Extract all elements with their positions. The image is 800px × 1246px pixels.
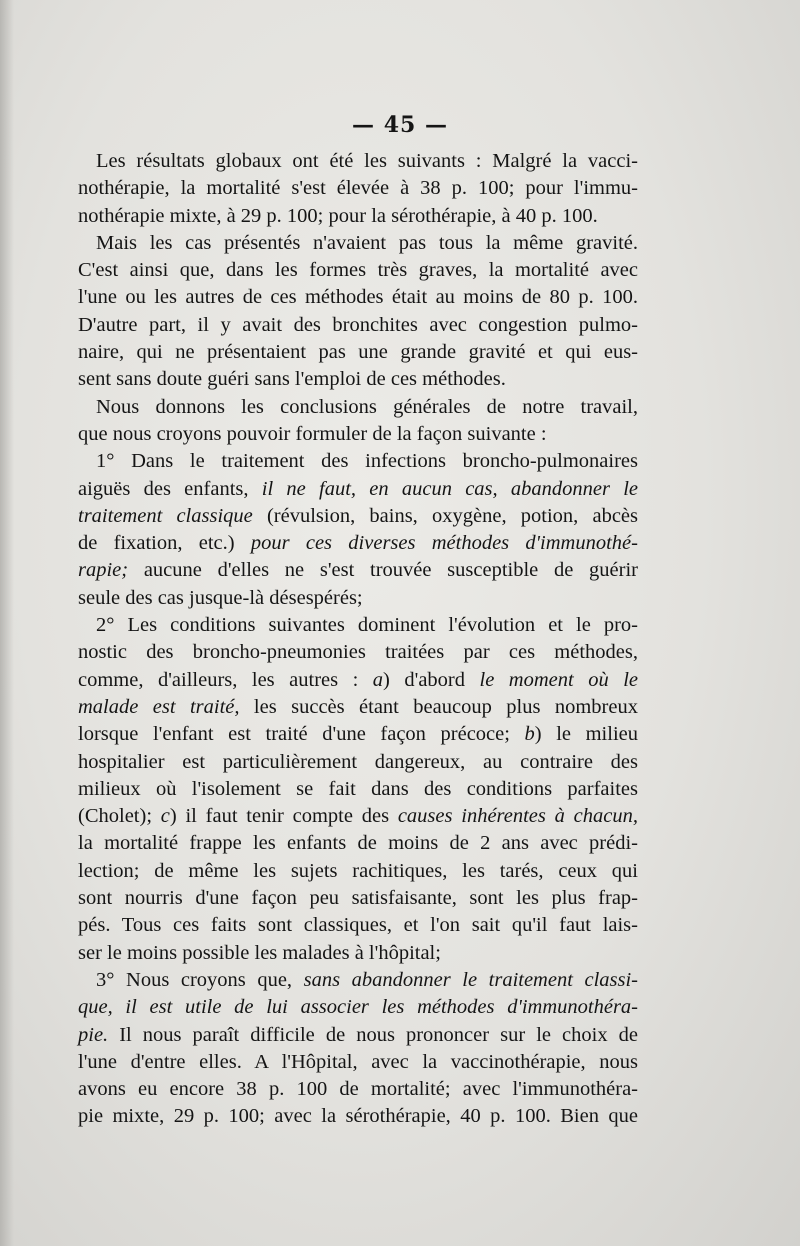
text-segment: Il nous paraît difficile de nous prononcer sur le choix de	[108, 1023, 638, 1046]
text-segment: 2° Les conditions suivantes dominent l'évolution et le pro-	[96, 614, 638, 637]
text-segment: sent sans doute guéri sans l'emploi de ces méthodes.	[78, 368, 506, 391]
text-line	[78, 148, 638, 175]
italic-text-segment: sans abandonner le traitement classi-	[303, 968, 638, 991]
italic-text-segment: c	[160, 805, 170, 828]
italic-text-segment: rapie;	[78, 559, 129, 582]
text-line	[78, 339, 638, 366]
text-line	[78, 721, 638, 748]
text-segment: avons eu encore 38 p. 100 de mortalité; avec l'immunothéra-	[78, 1078, 638, 1101]
text-line	[78, 885, 638, 912]
text-line	[78, 1103, 638, 1130]
text-segment: les succès étant beaucoup plus nombreux	[239, 695, 638, 718]
text-segment: l'une ou les autres de ces méthodes était au moins de 80 p. 100.	[78, 286, 638, 309]
text-segment: C'est ainsi que, dans les formes très graves, la mortalité avec	[78, 259, 638, 282]
text-line	[78, 312, 638, 339]
text-line	[78, 967, 638, 994]
page-edge-shadow	[0, 0, 14, 1246]
text-segment: nothérapie, la mortalité s'est élevée à 38 p. 100; pour l'immu-	[78, 177, 638, 200]
text-segment: aucune d'elles ne s'est trouvée susceptible de guérir	[128, 559, 638, 582]
text-segment: la mortalité frappe les enfants de moins de 2 ans avec prédi-	[78, 832, 638, 855]
text-segment: pés. Tous ces faits sont classiques, et l'on sait qu'il faut lais-	[78, 914, 638, 937]
italic-text-segment: pour ces diverses méthodes d'immunothé-	[250, 532, 638, 555]
text-line	[78, 421, 638, 448]
text-line	[78, 203, 638, 230]
text-line	[78, 639, 638, 666]
text-line	[78, 394, 638, 421]
text-line	[78, 776, 638, 803]
text-segment: ) le milieu	[534, 723, 638, 746]
text-segment: Nous donnons les conclusions générales de notre travail,	[96, 395, 638, 418]
body-text	[78, 148, 638, 1131]
text-line	[78, 284, 638, 311]
text-line	[78, 585, 638, 612]
text-segment: seule des cas jusque-là désespérés;	[78, 586, 363, 609]
text-segment: nostic des broncho-pneumonies traitées par ces méthodes,	[78, 641, 638, 664]
text-line	[78, 749, 638, 776]
text-line	[78, 476, 638, 503]
text-segment: lection; de même les sujets rachitiques, les tarés, ceux qui	[78, 859, 638, 882]
italic-text-segment: b	[524, 723, 535, 746]
text-segment: l'une d'entre elles. A l'Hôpital, avec la vaccinothérapie, nous	[78, 1050, 638, 1073]
text-segment: 1° Dans le traitement des infections broncho-pulmonaires	[96, 450, 638, 473]
text-segment: Mais les cas présentés n'avaient pas tous la même gravité.	[96, 231, 638, 254]
text-segment: pie mixte, 29 p. 100; avec la sérothérapie, 40 p. 100. Bien que	[78, 1105, 638, 1128]
text-segment: Les résultats globaux ont été les suivants : Malgré la vacci-	[96, 150, 638, 172]
text-line	[78, 694, 638, 721]
text-segment: sont nourris d'une façon peu satisfaisante, sont les plus frap-	[78, 887, 638, 910]
text-line	[78, 503, 638, 530]
text-line	[78, 530, 638, 557]
text-line	[78, 1022, 638, 1049]
text-line	[78, 912, 638, 939]
text-segment: 3° Nous croyons que,	[96, 968, 304, 991]
text-line	[78, 257, 638, 284]
text-line	[78, 830, 638, 857]
italic-text-segment: causes inhérentes à chacun,	[397, 805, 638, 828]
italic-text-segment: que, il est utile de lui associer les méthodes d'immunothéra-	[78, 996, 638, 1019]
text-line	[78, 175, 638, 202]
text-segment: (révulsion, bains, oxygène, potion, abcès	[252, 504, 638, 527]
italic-text-segment: il ne faut, en aucun cas, abandonner le	[261, 477, 638, 500]
text-line	[78, 612, 638, 639]
text-line	[78, 940, 638, 967]
text-segment: aiguës des enfants,	[78, 477, 262, 500]
text-line	[78, 366, 638, 393]
text-line	[78, 1049, 638, 1076]
text-line	[78, 858, 638, 885]
text-segment: ) d'abord	[383, 668, 480, 691]
text-segment: que nous croyons pouvoir formuler de la façon suivante :	[78, 422, 547, 445]
text-line	[78, 803, 638, 830]
text-segment: nothérapie mixte, à 29 p. 100; pour la sérothérapie, à 40 p. 100.	[78, 204, 598, 227]
text-segment: D'autre part, il y avait des bronchites avec congestion pulmo-	[78, 313, 638, 336]
text-segment: milieux où l'isolement se fait dans des conditions parfaites	[78, 777, 638, 800]
text-line	[78, 1076, 638, 1103]
text-segment: lorsque l'enfant est traité d'une façon précoce;	[78, 723, 525, 746]
text-segment: naire, qui ne présentaient pas une grande gravité et qui eus-	[78, 341, 638, 364]
text-segment: comme, d'ailleurs, les autres :	[78, 668, 373, 691]
text-line	[78, 994, 638, 1021]
italic-text-segment: pie.	[78, 1023, 109, 1046]
italic-text-segment: traitement classique	[78, 504, 253, 527]
text-line	[78, 557, 638, 584]
text-line	[78, 230, 638, 257]
italic-text-segment: le moment où le	[479, 668, 638, 691]
text-line	[78, 448, 638, 475]
page-number: — 45 —	[352, 112, 448, 138]
text-segment: (Cholet);	[78, 805, 161, 828]
text-segment: ser le moins possible les malades à l'hôpital;	[78, 941, 441, 964]
text-segment: hospitalier est particulièrement dangereux, au contraire des	[78, 750, 638, 773]
italic-text-segment: a	[372, 668, 384, 691]
text-segment: ) il faut tenir compte des	[169, 805, 398, 828]
italic-text-segment: malade est traité,	[78, 695, 240, 718]
text-segment: de fixation, etc.)	[78, 532, 251, 555]
text-line	[78, 667, 638, 694]
